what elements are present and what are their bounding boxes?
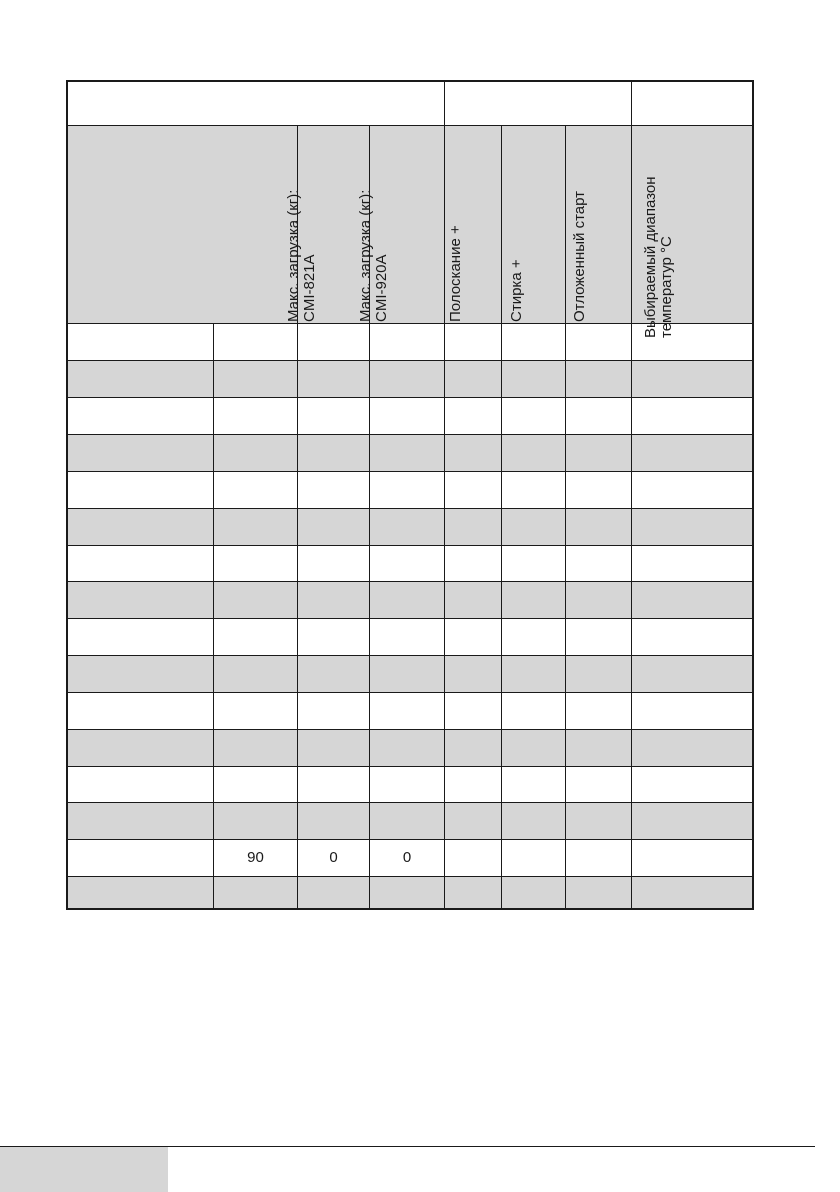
- row-divider: [68, 545, 752, 546]
- table-row-shade: [68, 802, 752, 839]
- program-table: [66, 80, 754, 910]
- cell-temperature: 90: [247, 849, 264, 866]
- table-row-shade: [68, 582, 752, 618]
- table-row-shade: [68, 655, 752, 692]
- row-divider: [68, 397, 752, 398]
- column-divider: [501, 125, 502, 908]
- row-divider: [68, 729, 752, 730]
- footer-page-tab: [0, 1147, 168, 1192]
- row-divider: [68, 766, 752, 767]
- column-divider: [213, 323, 214, 908]
- row-divider: [68, 581, 752, 582]
- header-rinse-plus: Полоскание +: [447, 225, 464, 322]
- row-divider: [68, 125, 752, 126]
- row-divider: [68, 692, 752, 693]
- row-divider: [68, 802, 752, 803]
- table-row-shade: [68, 361, 752, 397]
- table-row-shade: [68, 876, 752, 908]
- header-temperature-range: Выбираемый диапазон температур °С: [642, 176, 675, 338]
- row-divider: [68, 434, 752, 435]
- table-row-shade: [68, 729, 752, 766]
- row-divider: [68, 360, 752, 361]
- row-divider: [68, 655, 752, 656]
- cell-load-cmi920a: 0: [402, 849, 412, 866]
- row-divider: [68, 471, 752, 472]
- column-divider: [631, 82, 632, 908]
- header-delayed-start: Отложенный старт: [571, 190, 588, 322]
- header-max-load-cmi920a: Макс. загрузка (кг): CMI-920A: [357, 189, 390, 322]
- column-divider: [444, 82, 445, 908]
- row-divider: [68, 876, 752, 877]
- header-max-load-cmi821a: Макс. загрузка (кг): CMI-821A: [285, 189, 318, 322]
- row-divider: [68, 508, 752, 509]
- cell-load-cmi821a: 0: [329, 849, 338, 866]
- column-divider: [565, 125, 566, 908]
- header-wash-plus: Стирка +: [508, 259, 525, 322]
- row-divider: [68, 618, 752, 619]
- table-row-shade: [68, 508, 752, 545]
- table-row-shade: [68, 434, 752, 471]
